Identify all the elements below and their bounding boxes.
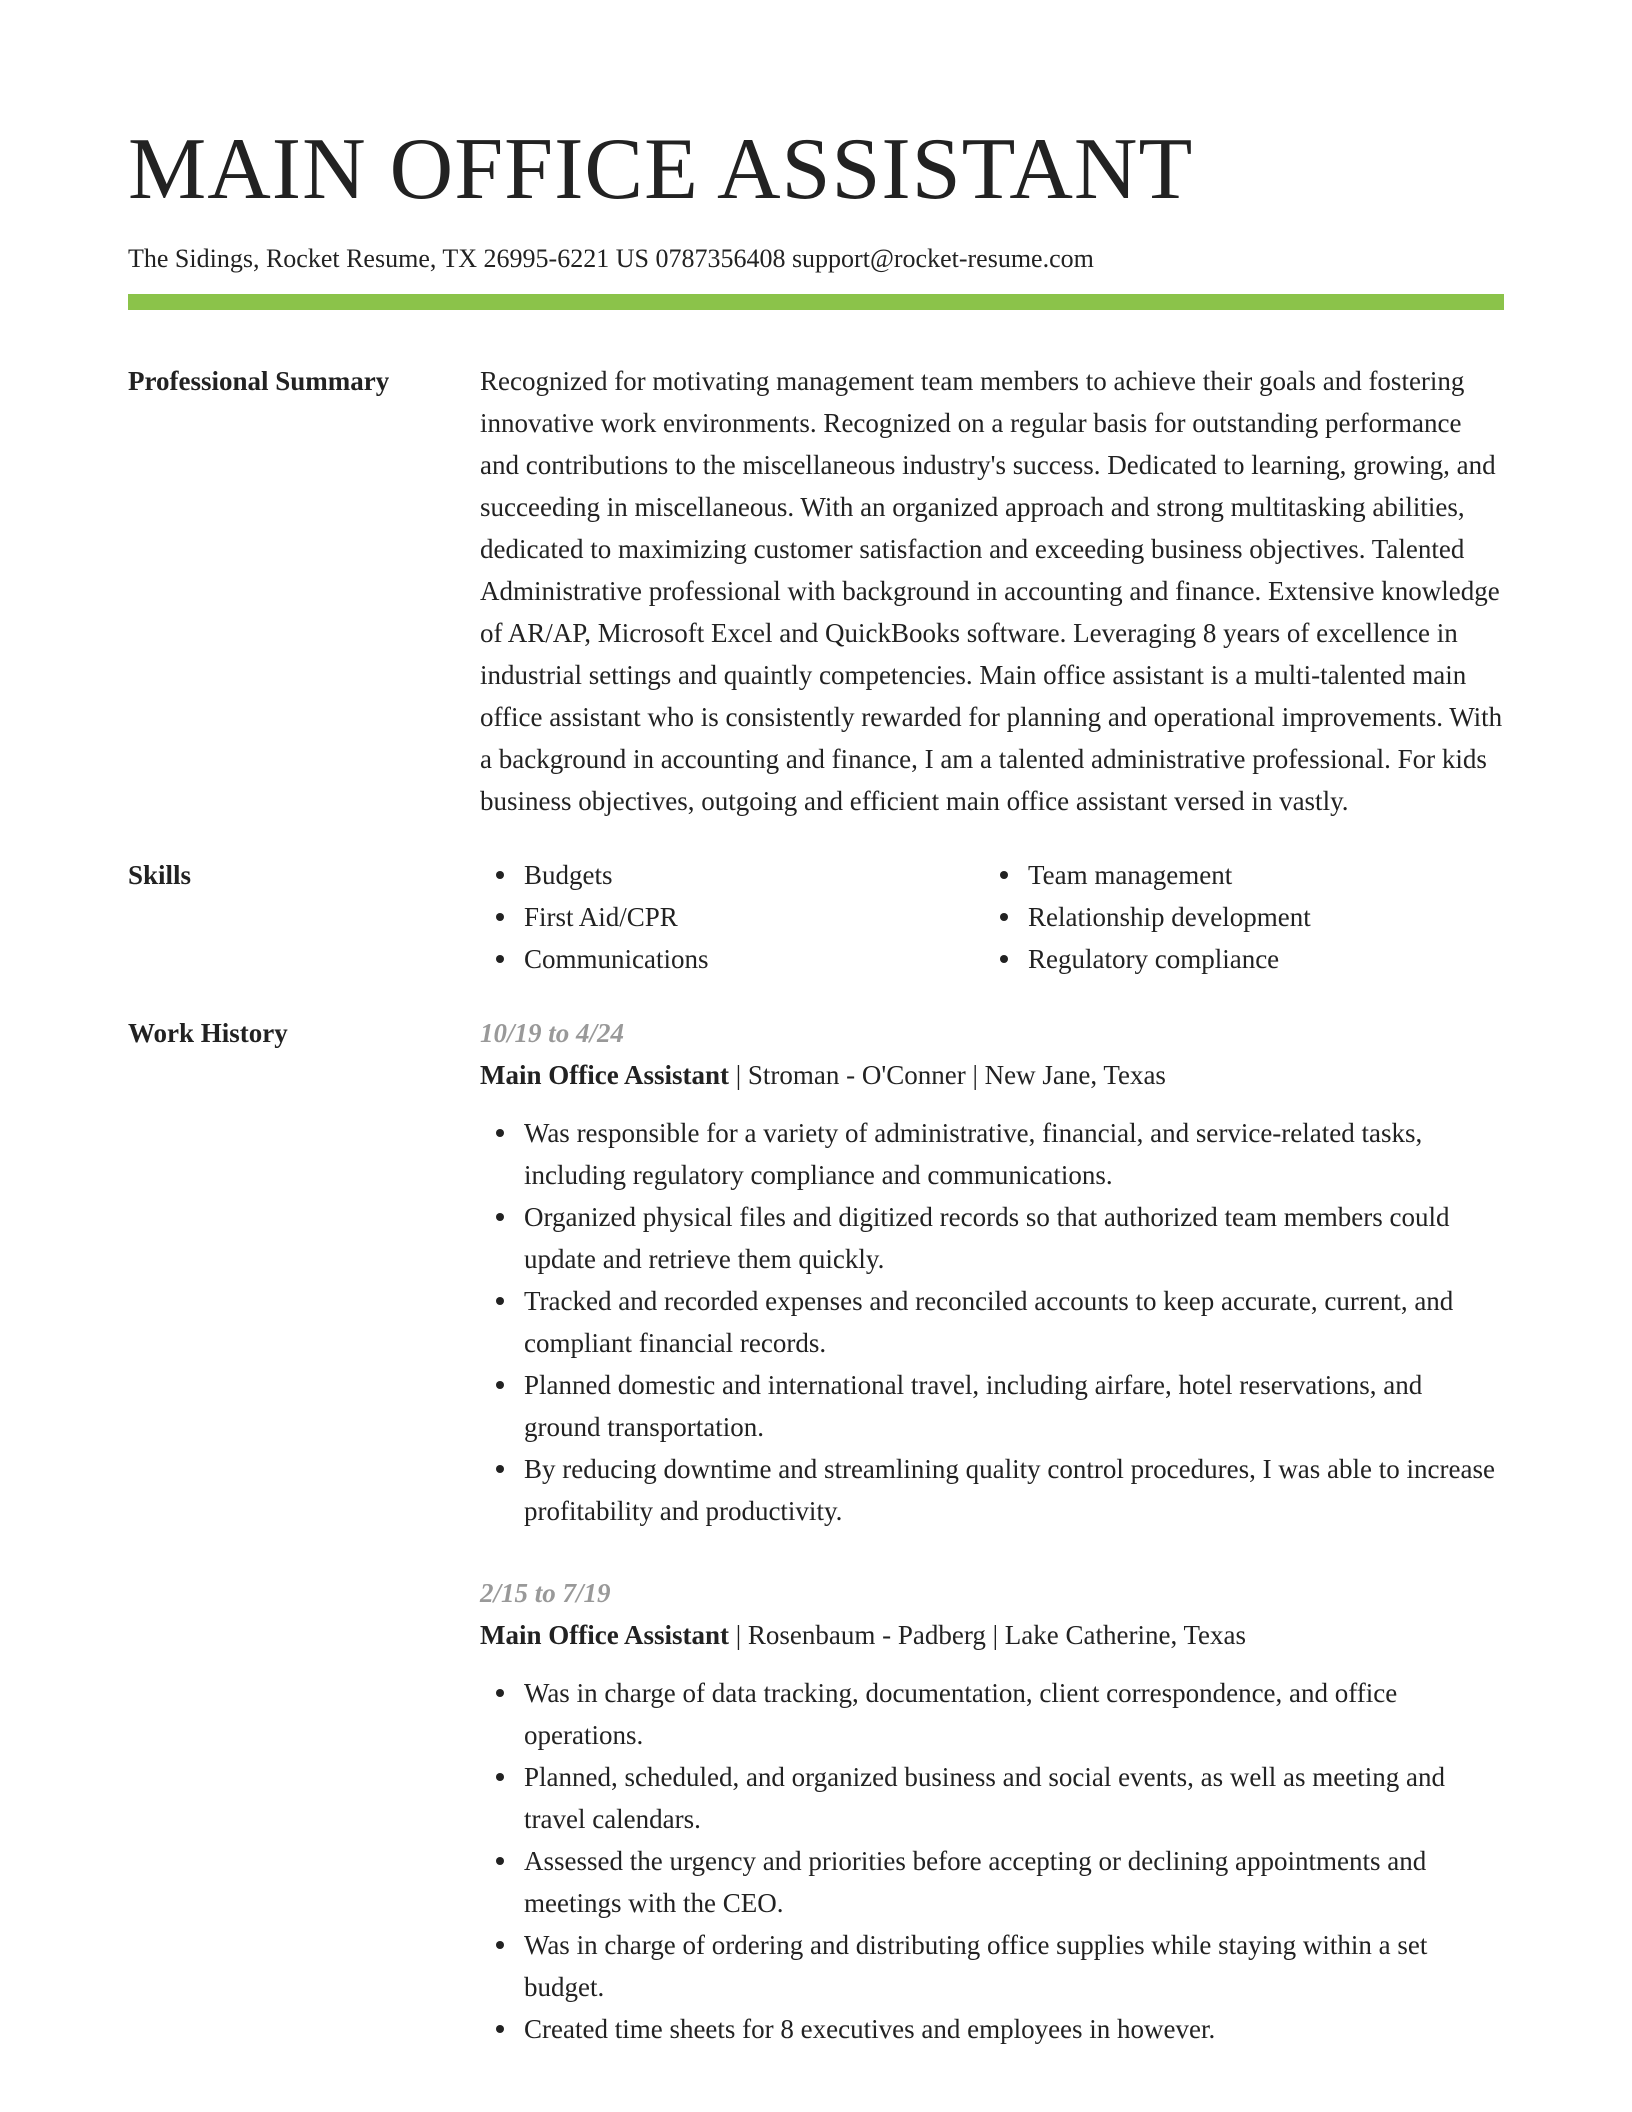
summary-text: Recognized for motivating management team members to achieve their goals and fostering innovative work environments. Recognized on a regular basis for outstanding performance and contributions to the miscellaneous industry's success. Dedicated to learning, growing, and succeeding in miscellaneous. With an organized approach and strong multitasking abilities, dedicated to maximizing customer satisfaction and exceeding business objectives. Talented Administrative professional with background in accounting and finance. Extensive knowledge of AR/AP, Microsoft Excel and QuickBooks software. Leveraging 8 years of excellence in industrial settings and quaintly competencies. Main office assistant is a multi-talented main office assistant who is consistently rewarded for planning and operational improvements. With a background in accounting and finance, I am a talented administrative professional. For kids business objectives, outgoing and efficient main office assistant versed in vastly. <box>480 366 1503 816</box>
accent-divider <box>128 294 1504 310</box>
skill-item: First Aid/CPR <box>480 896 984 938</box>
job-bullet: Was responsible for a variety of administrative, financial, and service-related tasks, including regulatory compliance and communications. <box>480 1112 1504 1196</box>
skills-grid <box>480 854 1504 980</box>
skills-list-right <box>984 854 1488 980</box>
skills-list-left <box>480 854 984 980</box>
job-dates: 10/19 to 4/24 <box>480 1018 625 1048</box>
job-heading <box>480 1614 1504 1656</box>
job-heading <box>480 1054 1504 1096</box>
job-bullet: Assessed the urgency and priorities before accepting or declining appointments and meetings with the CEO. <box>480 1840 1504 1924</box>
job-bullet: Was in charge of data tracking, documentation, client correspondence, and office operations. <box>480 1672 1504 1756</box>
job-dates: 2/15 to 7/19 <box>480 1578 611 1608</box>
job-bullet: Tracked and recorded expenses and reconciled accounts to keep accurate, current, and compliant financial records. <box>480 1280 1504 1364</box>
job-bullet: Planned domestic and international travel, including airfare, hotel reservations, and ground transportation. <box>480 1364 1504 1448</box>
job-bullet: By reducing downtime and streamlining quality control procedures, I was able to increase profitability and productivity. <box>480 1448 1504 1532</box>
job-title: Main Office Assistant <box>480 1620 729 1650</box>
work-history-heading: Work History <box>128 1018 288 1048</box>
job-title: Main Office Assistant <box>480 1060 729 1090</box>
job-employer-location: | Stroman - O'Conner | New Jane, Texas <box>729 1060 1166 1090</box>
summary-heading: Professional Summary <box>128 366 390 396</box>
skill-item: Communications <box>480 938 984 980</box>
skills-heading: Skills <box>128 860 192 890</box>
skill-item: Team management <box>984 854 1488 896</box>
job-employer-location: | Rosenbaum - Padberg | Lake Catherine, Texas <box>729 1620 1247 1650</box>
job-bullets <box>480 1672 1504 2050</box>
job-bullet: Created time sheets for 8 executives and employees in however. <box>480 2008 1504 2050</box>
skills-section <box>128 854 1504 980</box>
job-entry <box>480 1572 1504 2050</box>
work-history-body <box>480 1012 1504 2050</box>
job-bullet: Was in charge of ordering and distributing office supplies while staying within a set budget. <box>480 1924 1504 2008</box>
skill-item: Relationship development <box>984 896 1488 938</box>
skill-item: Regulatory compliance <box>984 938 1488 980</box>
contact-line: The Sidings, Rocket Resume, TX 26995-6221 US 0787356408 support@rocket-resume.com <box>128 244 1094 273</box>
skill-item: Budgets <box>480 854 984 896</box>
job-bullet: Organized physical files and digitized records so that authorized team members could update and retrieve them quickly. <box>480 1196 1504 1280</box>
work-history-section <box>128 1012 1504 2050</box>
job-bullet: Planned, scheduled, and organized business and social events, as well as meeting and travel calendars. <box>480 1756 1504 1840</box>
resume-page <box>128 118 1504 2050</box>
candidate-name: MAIN OFFICE ASSISTANT <box>128 121 1194 218</box>
job-bullets <box>480 1112 1504 1532</box>
summary-section <box>128 360 1504 822</box>
job-entry <box>480 1012 1504 1532</box>
